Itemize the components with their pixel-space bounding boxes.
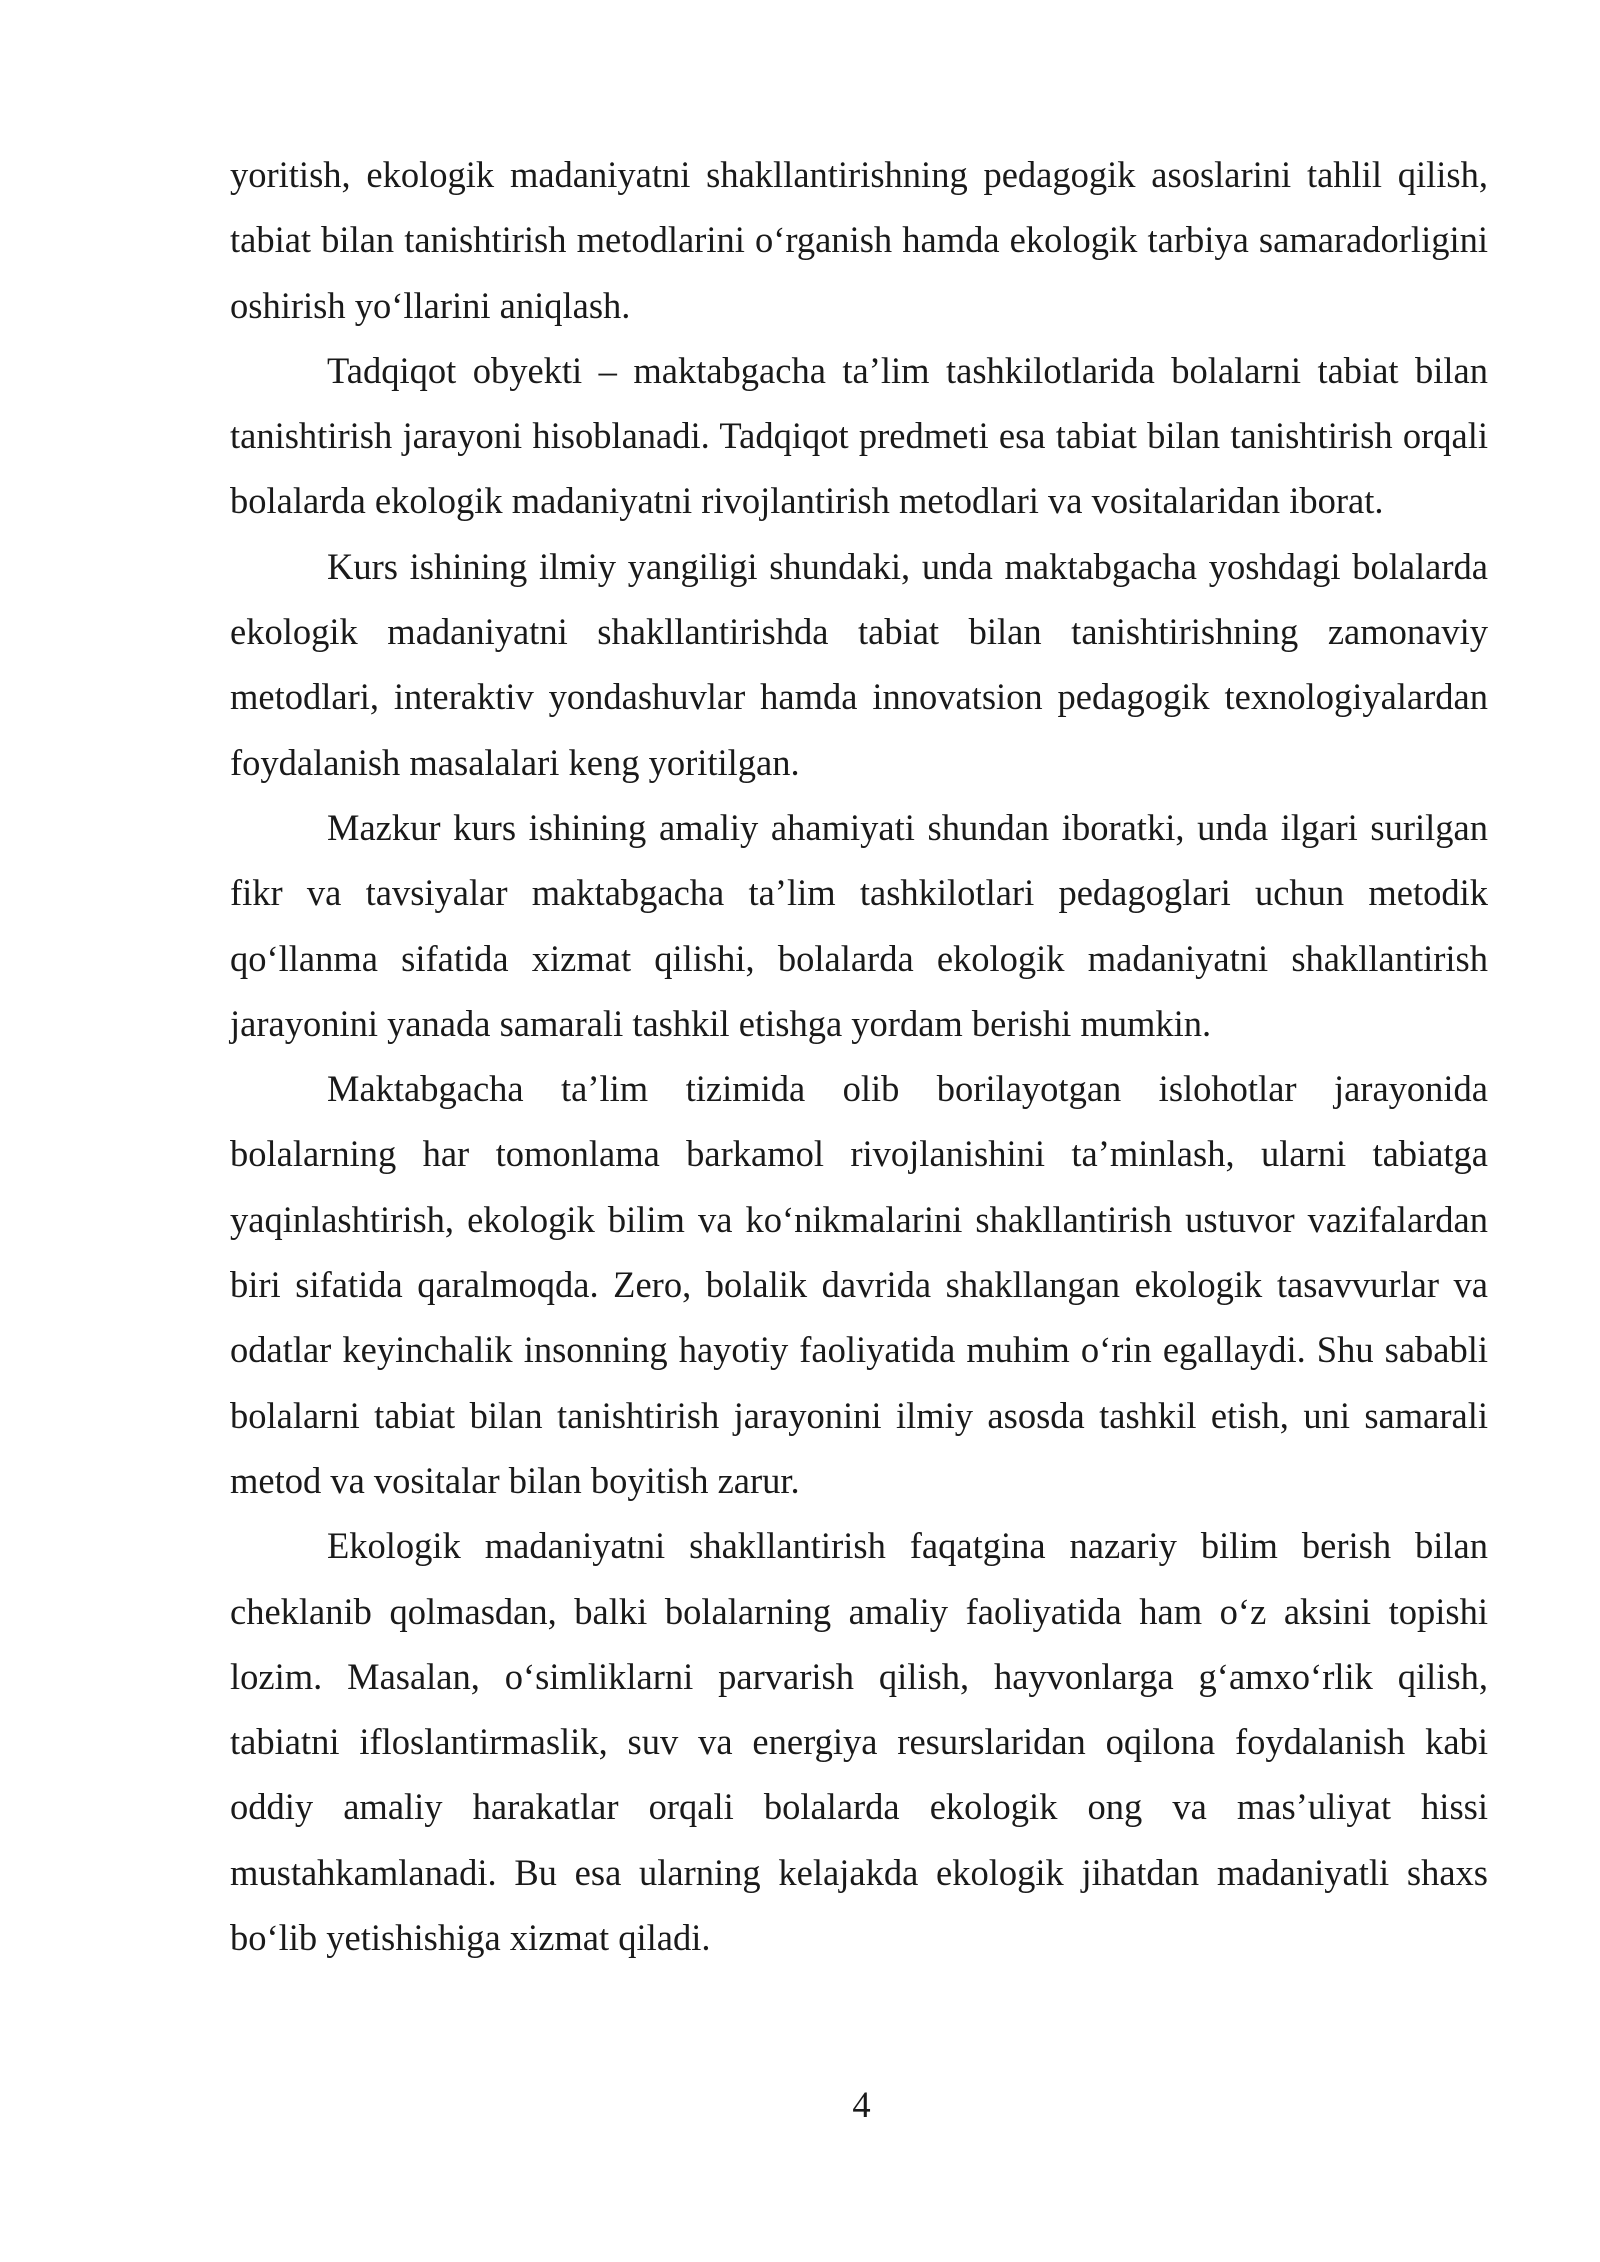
paragraph-continuation: yoritish, ekologik madaniyatni shakllantirishning pedagogik asoslarini tahlil qilish, tabiat bilan tanishtirish metodlarini o‘rganish hamda ekologik tarbiya samaradorligini oshirish yo‘llarini aniqlash.: [230, 154, 1488, 326]
paragraph-preschool-reforms: Maktabgacha ta’lim tizimida olib borilayotgan islohotlar jarayonida bolalarning har tomonlama barkamol rivojlanishini ta’minlash, ularni tabiatga yaqinlashtirish, ekologik bilim va ko‘nikmalarini shakllantirish ustuvor vazifalardan biri sifatida qaralmoqda. Zero, bolalik davrida shakllangan ekologik tasavvurlar va odatlar keyinchalik insonning hayotiy faoliyatida muhim o‘rin egallaydi. Shu sababli bolalarni tabiat bilan tanishtirish jarayonini ilmiy asosda tashkil etish, uni samarali metod va vositalar bilan boyitish zarur.: [230, 1068, 1488, 1501]
paragraph-practical-activities: Ekologik madaniyatni shakllantirish faqatgina nazariy bilim berish bilan cheklanib qolmasdan, balki bolalarning amaliy faoliyatida ham o‘z aksini topishi lozim. Masalan, o‘simliklarni parvarish qilish, hayvonlarga g‘amxo‘rlik qilish, tabiatni ifloslantirmaslik, suv va energiya resurslaridan oqilona foydalanish kabi oddiy amaliy harakatlar orqali bolalarda ekologik ong va mas’uliyat hissi mustahkamlanadi. Bu esa ularning kelajakda ekologik jihatdan madaniyatli shaxs bo‘lib yetishishiga xizmat qiladi.: [230, 1525, 1488, 1959]
paragraph-research-object: Tadqiqot obyekti – maktabgacha ta’lim tashkilotlarida bolalarni tabiat bilan tanishtirish jarayoni hisoblanadi. Tadqiqot predmeti esa tabiat bilan tanishtirish orqali bolalarda ekologik madaniyatni rivojlantirish metodlari va vositalaridan iborat.: [230, 349, 1488, 522]
paragraph-practical-significance: Mazkur kurs ishining amaliy ahamiyati shundan iboratki, unda ilgari surilgan fikr va tavsiyalar maktabgacha ta’lim tashkilotlari pedagoglari uchun metodik qo‘llanma sifatida xizmat qilishi, bolalarda ekologik madaniyatni shakllantirish jarayonini yanada samarali tashkil etishga yordam berishi mumkin.: [230, 806, 1488, 1044]
paragraph-scientific-novelty: Kurs ishining ilmiy yangiligi shundaki, unda maktabgacha yoshdagi bolalarda ekologik madaniyatni shakllantirishda tabiat bilan tanishtirishning zamonaviy metodlari, interaktiv yondashuvlar hamda innovatsion pedagogik texnologiyalardan foydalanish masalalari keng yoritilgan.: [230, 545, 1488, 783]
page-number: 4: [852, 2084, 871, 2125]
page-body: [230, 142, 1488, 1970]
